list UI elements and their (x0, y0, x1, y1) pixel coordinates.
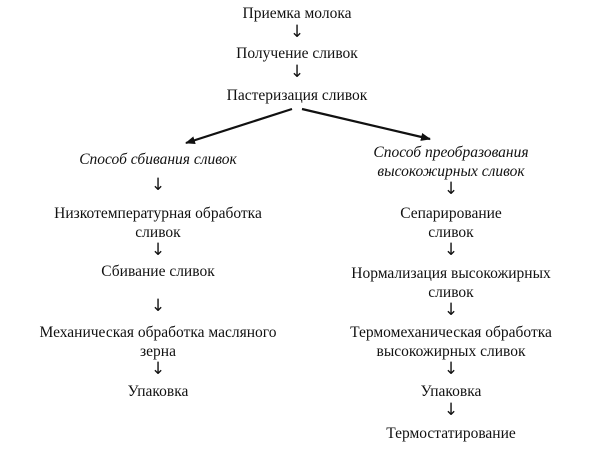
node-cream-production-label: Получение сливок (236, 45, 358, 62)
node-conversion-method-line1: Способ преобразования (373, 144, 529, 161)
branch-arrow-right (302, 109, 430, 139)
node-separation-line2: сливок (428, 224, 474, 241)
node-thermostating (386, 424, 516, 443)
node-packaging-right (421, 382, 482, 401)
node-normalization (351, 264, 551, 302)
arrow-down-icon: ↓ (150, 296, 166, 316)
node-normalization-line1: Нормализация высокожирных (351, 265, 551, 282)
node-churning (101, 262, 214, 281)
arrow-down-icon: ↓ (443, 359, 459, 379)
node-churning-method (79, 150, 237, 169)
arrow-down-icon: ↓ (150, 240, 166, 260)
node-thermostating-label: Термостатирование (386, 425, 516, 442)
node-cream-pasteurization-label: Пастеризация сливок (226, 87, 368, 104)
node-mechanical-treatment-line2: зерна (140, 343, 176, 360)
node-churning-method-label: Способ сбивания сливок (79, 151, 237, 168)
node-packaging-right-label: Упаковка (420, 383, 482, 400)
arrow-down-icon: ↓ (443, 300, 459, 320)
node-mechanical-treatment-line1: Механическая обработка масляного (39, 324, 277, 341)
arrow-down-icon: ↓ (443, 400, 459, 420)
node-thermomechanical-treatment-line2: высокожирных сливок (376, 343, 526, 360)
arrow-down-icon: ↓ (289, 62, 305, 82)
arrow-down-icon: ↓ (289, 22, 305, 42)
arrow-down-icon: ↓ (443, 179, 459, 199)
node-low-temp-treatment (54, 204, 262, 242)
arrow-down-icon: ↓ (150, 359, 166, 379)
branch-arrow-left (186, 109, 292, 143)
node-churning-label: Сбивание сливок (101, 263, 215, 280)
node-milk-reception-label: Приемка молока (242, 5, 352, 22)
node-thermomechanical-treatment-line1: Термомеханическая обработка (350, 324, 552, 341)
node-conversion-method-line2: высокожирных сливок (377, 163, 525, 180)
node-conversion-method (373, 143, 528, 181)
node-packaging-left-label: Упаковка (127, 383, 189, 400)
node-packaging-left (128, 382, 189, 401)
node-mechanical-treatment (39, 323, 276, 361)
node-thermomechanical-treatment (350, 323, 552, 361)
node-low-temp-treatment-line2: сливок (135, 224, 181, 241)
node-separation-line1: Сепарирование (400, 205, 502, 222)
arrow-down-icon: ↓ (443, 240, 459, 260)
node-separation (400, 204, 502, 242)
arrow-down-icon: ↓ (150, 175, 166, 195)
node-low-temp-treatment-line1: Низкотемпературная обработка (54, 205, 262, 222)
node-normalization-line2: сливок (428, 284, 474, 301)
